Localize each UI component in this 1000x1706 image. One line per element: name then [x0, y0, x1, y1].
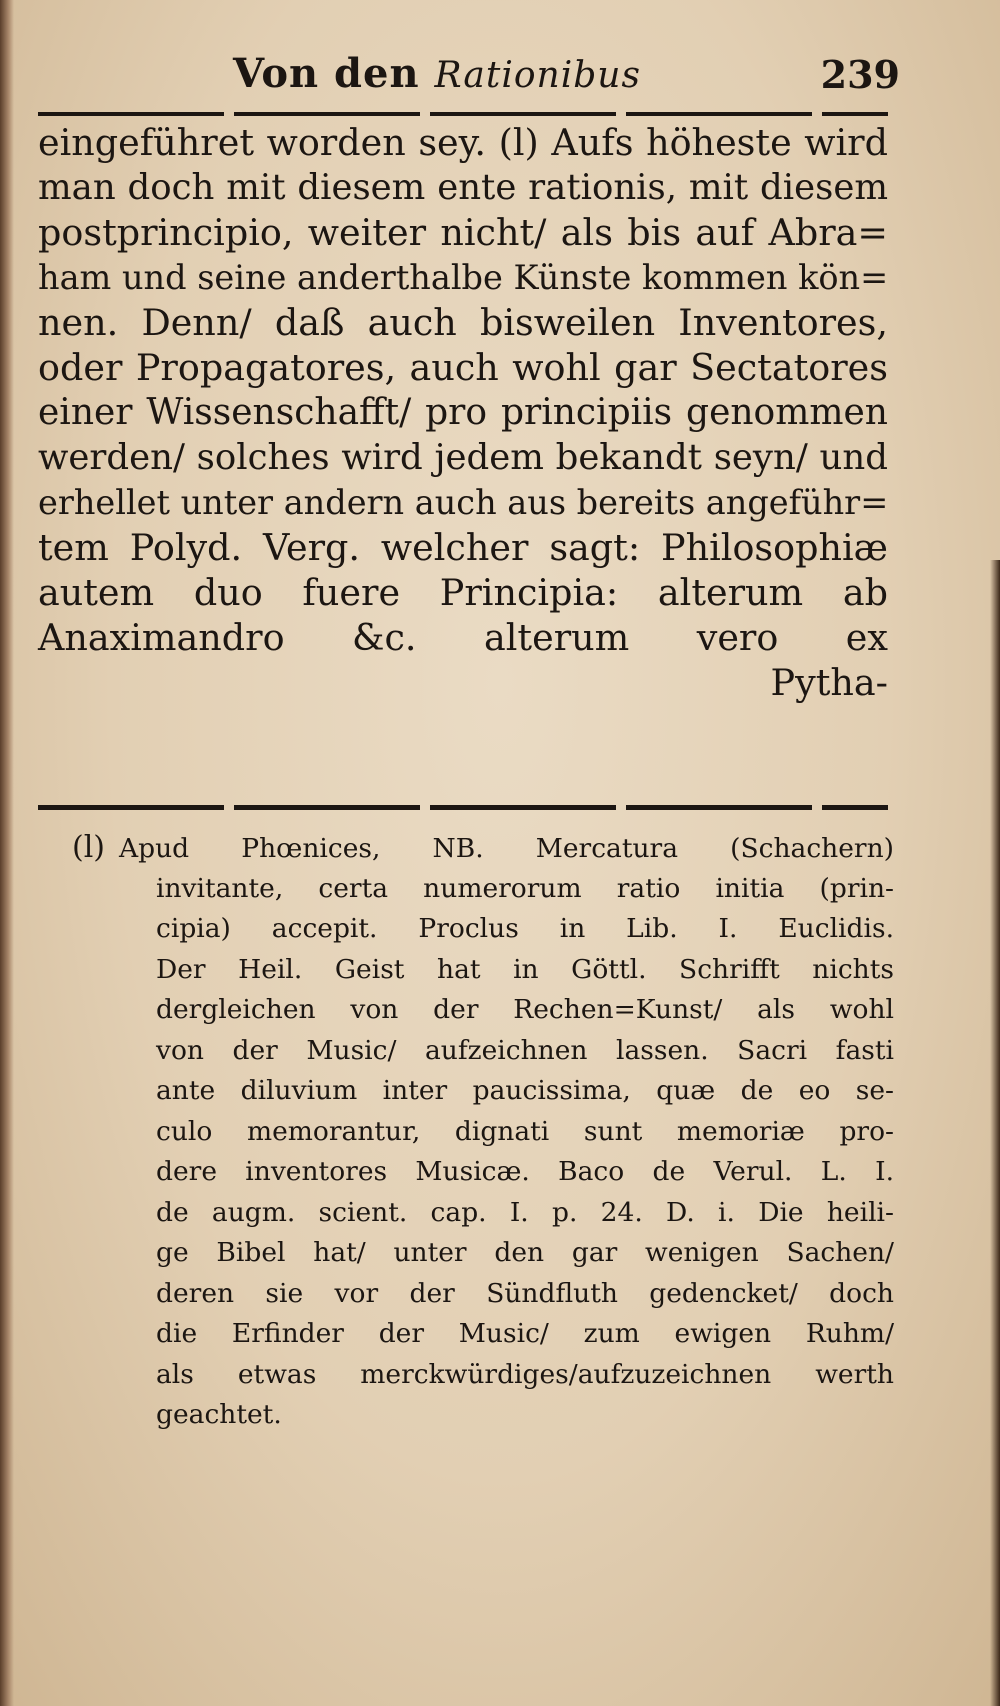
footnote-rule	[38, 805, 888, 810]
footnote-line: deren sie vor der Sündfluth gedencket/ doch	[156, 1277, 894, 1309]
text-line: werden/ solches wird jedem bekandt seyn/ und	[38, 437, 888, 478]
binding-shadow	[0, 0, 14, 1706]
text-line: einer Wissenschafft/ pro principiis genommen	[38, 392, 888, 433]
text-line: tem Polyd. Verg. welcher sagt: Philosophiæ	[38, 526, 888, 569]
footnote-line: cipia) accepit. Proclus in Lib. I. Euclidis.	[156, 913, 894, 944]
text-line: postprincipio, weiter nicht/ als bis auf Abra=	[38, 211, 888, 254]
text-line: erhellet unter andern auch aus bereits angeführ=	[38, 483, 889, 522]
footnote-line: von der Music/ aufzeichnen lassen. Sacri fasti	[156, 1034, 894, 1066]
footnote-line: ge Bibel hat/ unter den gar wenigen Sachen/	[156, 1237, 894, 1268]
footnote-line: invitante, certa numerorum ratio initia (prin-	[156, 872, 894, 904]
footnote-line: de augm. scient. cap. I. p. 24. D. i. Die heili-	[156, 1196, 894, 1228]
footnote-line-text: Apud Phœnices, NB. Mercatura (Schachern)	[119, 833, 894, 864]
footnote-line: dergleichen von der Rechen=Kunst/ als wohl	[156, 994, 894, 1025]
text-line: nen. Denn/ daß auch bisweilen Inventores,	[38, 301, 888, 344]
header-rule	[38, 112, 888, 116]
running-title-latin: Rationibus	[434, 55, 641, 96]
text-line: eingeführet worden sey. (l) Aufs höheste wird	[38, 121, 888, 164]
footnote-marker: (l)	[72, 830, 106, 865]
running-header	[38, 50, 900, 110]
text-line: man doch mit diesem ente rationis, mit diesem	[38, 167, 888, 208]
running-title-german: Von den	[233, 50, 420, 97]
footnote-line: Der Heil. Geist hat in Göttl. Schrifft nichts	[156, 953, 894, 985]
footnote-line: culo memorantur, dignati sunt memoriæ pro-	[156, 1115, 894, 1147]
footnote-line	[72, 828, 894, 869]
footnote-line: als etwas merckwürdiges/aufzuzeichnen werth	[156, 1358, 894, 1390]
footnote-line: ante diluvium inter paucissima, quæ de eo se-	[156, 1075, 894, 1106]
footnote-line: geachtet.	[156, 1399, 282, 1430]
catchword: Pytha-	[770, 661, 888, 704]
text-line: oder Propagatores, auch wohl gar Sectatores	[38, 346, 888, 389]
footnote-line: die Erfinder der Music/ zum ewigen Ruhm/	[156, 1318, 894, 1349]
text-line: Anaximandro &c. alterum vero ex	[38, 616, 888, 659]
text-line: ham und seine anderthalbe Künste kommen kön=	[38, 258, 889, 297]
page-number: 239	[820, 52, 900, 97]
text-line: autem duo fuere Principia: alterum ab	[38, 571, 888, 614]
footnote-line: dere inventores Musicæ. Baco de Verul. L. I.	[156, 1156, 894, 1187]
main-text	[38, 120, 888, 705]
running-title	[233, 50, 641, 97]
footnote	[72, 828, 894, 1436]
page-edge-shadow	[990, 560, 1000, 1706]
